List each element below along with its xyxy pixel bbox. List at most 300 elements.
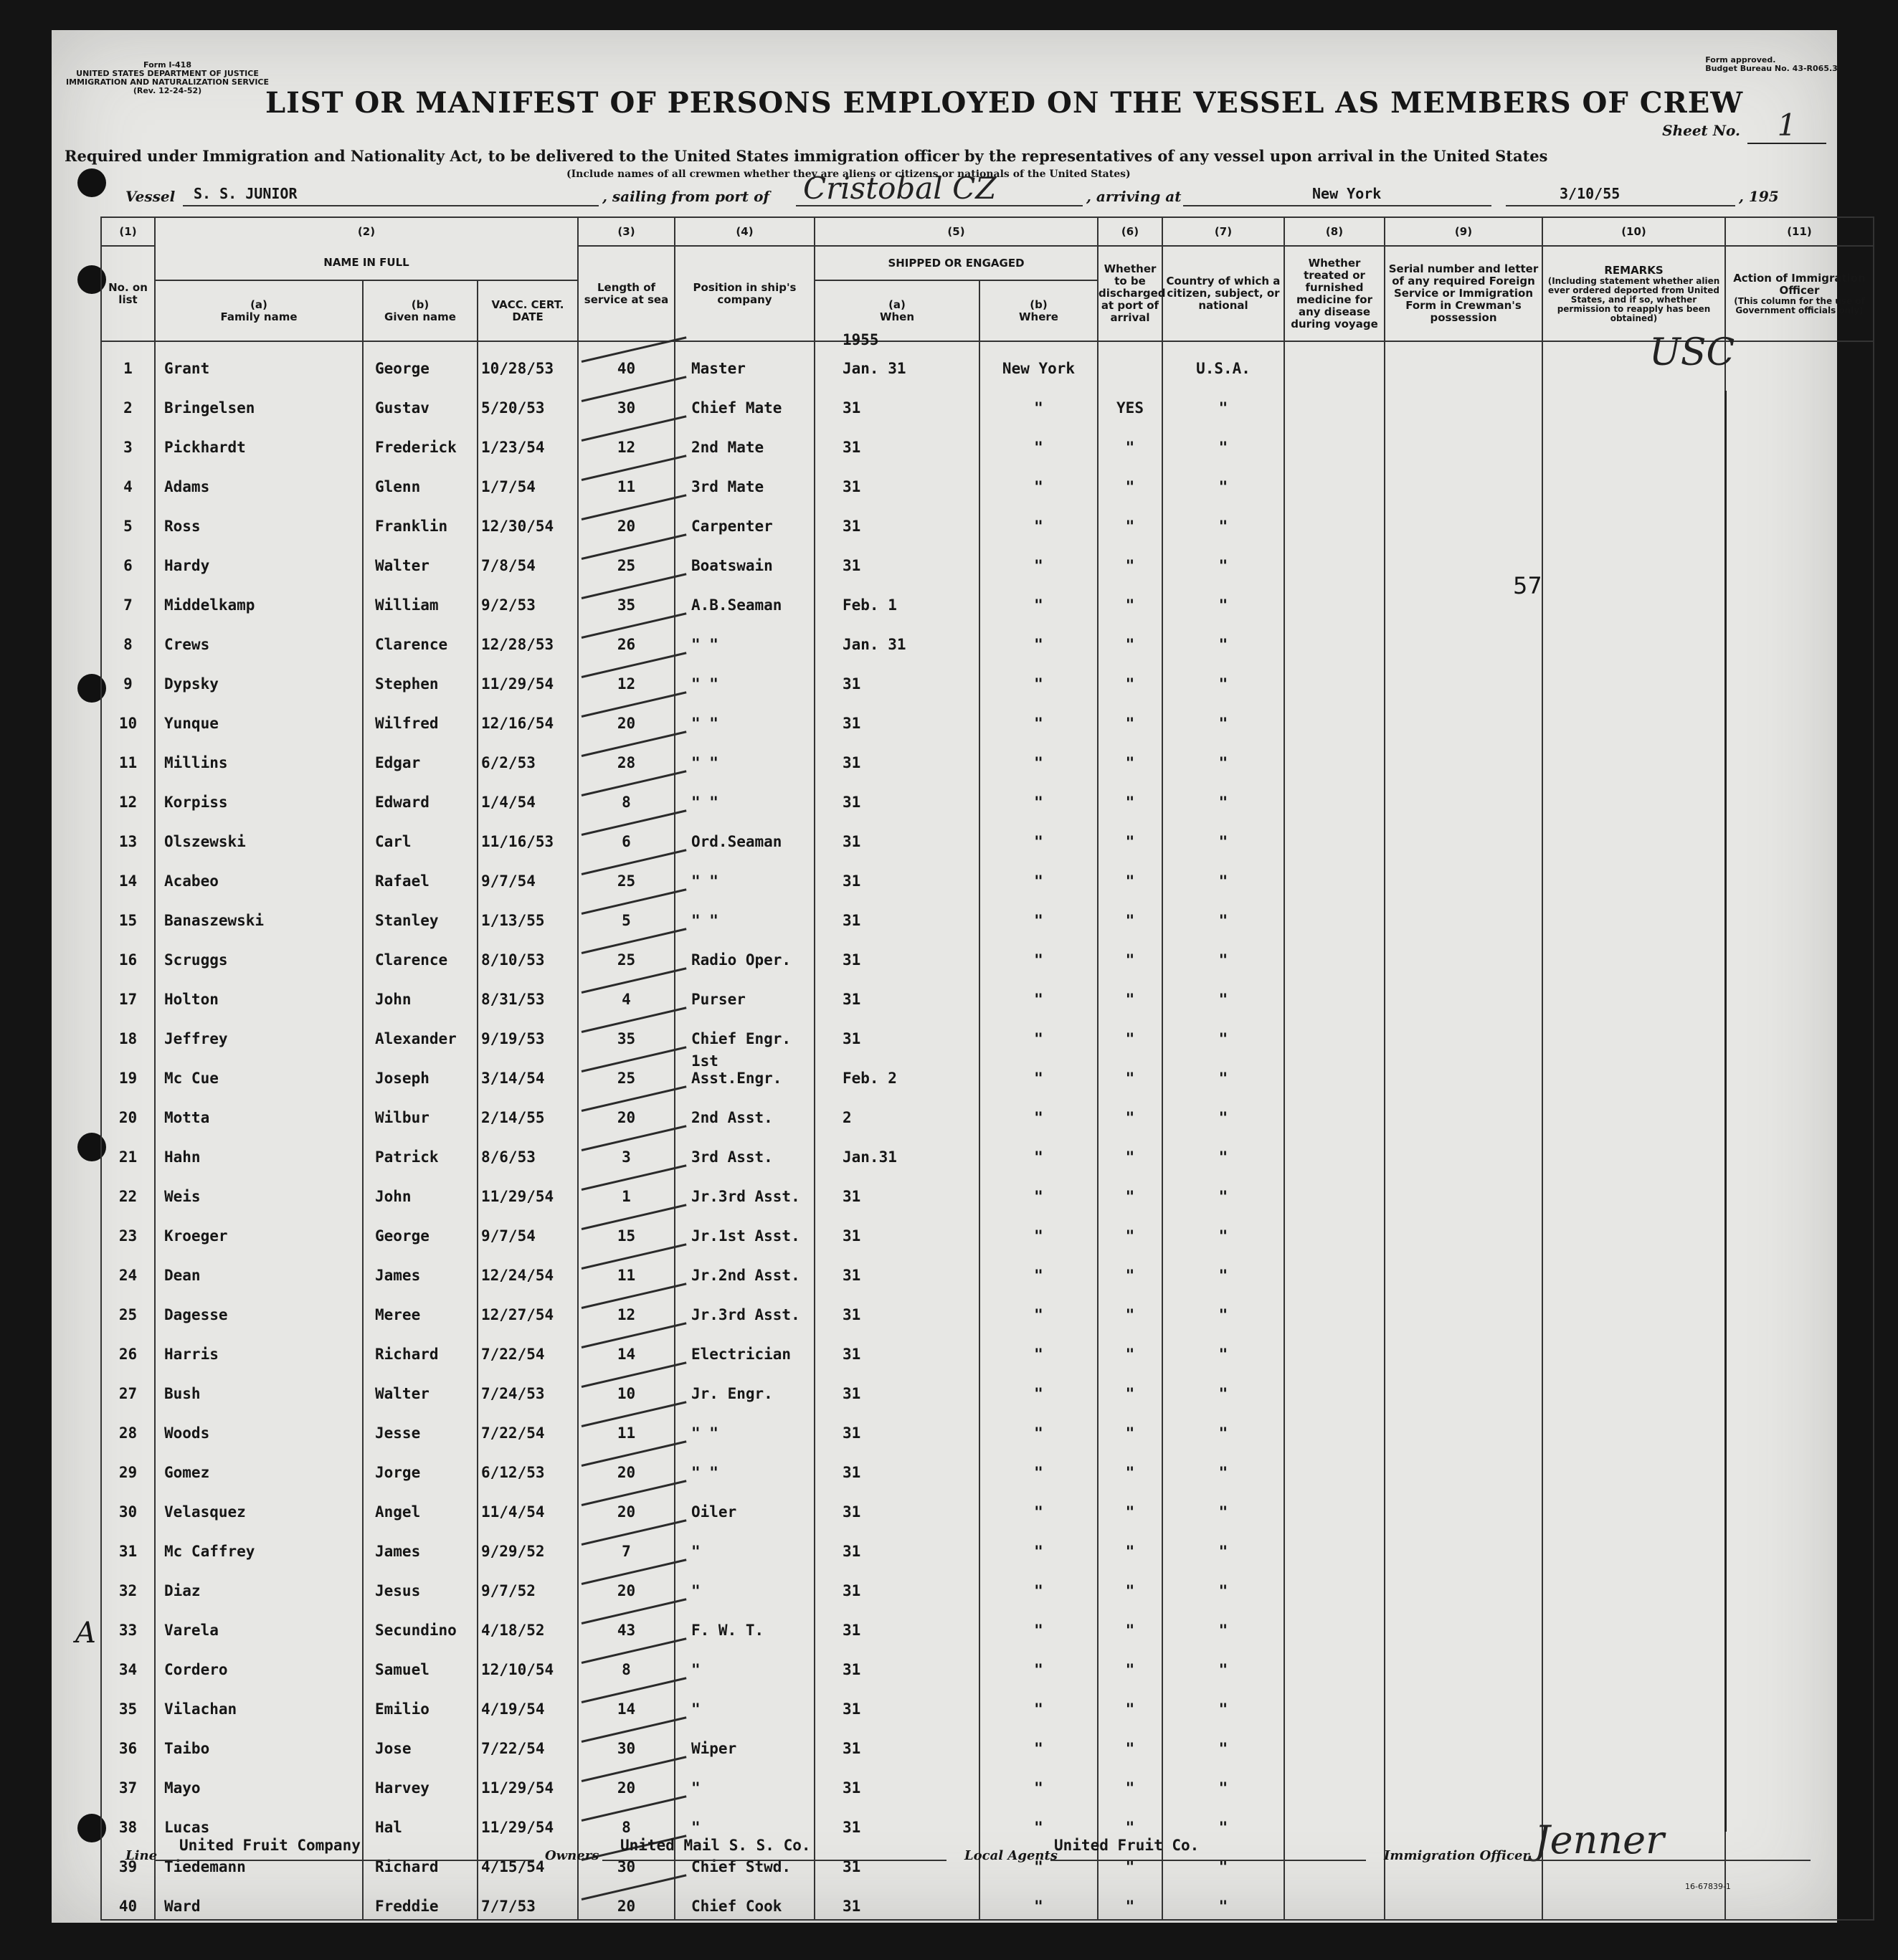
engaged-when-cell: 31 xyxy=(815,973,979,1012)
family-name-cell: Crews xyxy=(155,618,363,657)
engaged-where-cell: " xyxy=(979,1801,1098,1840)
table-row xyxy=(101,1683,1874,1722)
header-position: Position in ship's company xyxy=(675,246,815,341)
engaged-where-cell: " xyxy=(979,579,1098,618)
family-name-cell: Weis xyxy=(155,1170,363,1209)
year-suffix: , 195 xyxy=(1739,188,1779,205)
given-name-cell: Freddie xyxy=(363,1880,478,1920)
service-length-cell: 4 xyxy=(578,973,675,1012)
engaged-when-cell: 31 xyxy=(815,1170,979,1209)
vacc-date-cell: 1/23/54 xyxy=(478,421,578,460)
ship-position-cell: " " xyxy=(675,1446,815,1485)
table-row xyxy=(101,1288,1874,1328)
discharged-cell: " xyxy=(1098,933,1162,973)
arriving-label: , arriving at xyxy=(1086,188,1182,205)
service-length-cell: 11 xyxy=(578,1407,675,1446)
remarks-cell xyxy=(1542,460,1725,500)
given-name-cell: Clarence xyxy=(363,933,478,973)
family-name-cell: Bush xyxy=(155,1367,363,1407)
serial-number-cell xyxy=(1385,776,1542,815)
engaged-where-cell: " xyxy=(979,1683,1098,1722)
action-cell xyxy=(1725,1328,1874,1367)
ship-position-cell: " xyxy=(675,1761,815,1801)
ship-position-cell: Jr.1st Asst. xyxy=(675,1209,815,1249)
discharged-cell: " xyxy=(1098,579,1162,618)
country-cell: " xyxy=(1162,815,1284,855)
ship-position-cell: " " xyxy=(675,776,815,815)
family-name-cell: Dypsky xyxy=(155,657,363,697)
remarks-cell xyxy=(1542,1209,1725,1249)
table-row xyxy=(101,1722,1874,1761)
family-name-cell: Hardy xyxy=(155,539,363,579)
service-length-cell: 25 xyxy=(578,539,675,579)
engaged-when-cell: 31 xyxy=(815,736,979,776)
engaged-where-cell: " xyxy=(979,1367,1098,1407)
remarks-cell xyxy=(1542,657,1725,697)
sheet-label: Sheet No. xyxy=(1662,122,1740,139)
family-name-cell: Tiedemann xyxy=(155,1840,363,1880)
arrival-date: 3/10/55 xyxy=(1560,185,1621,202)
serial-number-cell xyxy=(1385,1012,1542,1052)
treated-cell xyxy=(1284,776,1385,815)
service-length-cell: 12 xyxy=(578,1288,675,1328)
header-when xyxy=(815,280,979,341)
remarks-cell xyxy=(1542,579,1725,618)
given-name-cell: Patrick xyxy=(363,1131,478,1170)
row-number-cell: 10 xyxy=(101,697,155,736)
ship-position-cell: Jr.3rd Asst. xyxy=(675,1170,815,1209)
country-cell: " xyxy=(1162,1880,1284,1920)
row-number-cell: 12 xyxy=(101,776,155,815)
table-row xyxy=(101,421,1874,460)
action-cell xyxy=(1725,894,1874,933)
col-4-num: (4) xyxy=(675,217,815,246)
treated-cell xyxy=(1284,1564,1385,1604)
treated-cell xyxy=(1284,500,1385,539)
family-name-cell: Lucas xyxy=(155,1801,363,1840)
engaged-when-cell: 31 xyxy=(815,657,979,697)
service-length-cell: 6 xyxy=(578,815,675,855)
engaged-where-cell: " xyxy=(979,1131,1098,1170)
given-name-cell: Wilfred xyxy=(363,697,478,736)
row-number-cell: 21 xyxy=(101,1131,155,1170)
family-name-cell: Korpiss xyxy=(155,776,363,815)
ship-position-cell: 3rd Asst. xyxy=(675,1131,815,1170)
family-name-cell: Hahn xyxy=(155,1131,363,1170)
row-number-cell: 6 xyxy=(101,539,155,579)
row-number-cell: 26 xyxy=(101,1328,155,1367)
remarks-cell xyxy=(1542,618,1725,657)
engaged-when-cell: Jan. 31 xyxy=(815,618,979,657)
ship-position-cell: 2nd Asst. xyxy=(675,1091,815,1131)
country-cell: " xyxy=(1162,1209,1284,1249)
engaged-when-cell: 31 xyxy=(815,1288,979,1328)
table-row xyxy=(101,1170,1874,1209)
treated-cell xyxy=(1284,1801,1385,1840)
given-name-cell: Joseph xyxy=(363,1052,478,1091)
given-name-cell: Stephen xyxy=(363,657,478,697)
serial-number-cell xyxy=(1385,657,1542,697)
remarks-cell xyxy=(1542,1525,1725,1564)
remarks-cell xyxy=(1542,1131,1725,1170)
treated-cell xyxy=(1284,1249,1385,1288)
treated-cell xyxy=(1284,815,1385,855)
engaged-where-cell: " xyxy=(979,815,1098,855)
col-10-num: (10) xyxy=(1542,217,1725,246)
vacc-date-cell: 1/13/55 xyxy=(478,894,578,933)
country-cell: " xyxy=(1162,1801,1284,1840)
treated-cell xyxy=(1284,618,1385,657)
row-number-cell: 3 xyxy=(101,421,155,460)
discharged-cell: " xyxy=(1098,460,1162,500)
table-row xyxy=(101,1091,1874,1131)
row-number-cell: 32 xyxy=(101,1564,155,1604)
vacc-date-cell: 4/15/54 xyxy=(478,1840,578,1880)
engaged-when-cell: 31 xyxy=(815,381,979,421)
given-name-cell: Edgar xyxy=(363,736,478,776)
header-remarks xyxy=(1542,246,1725,341)
action-cell xyxy=(1725,1485,1874,1525)
discharged-cell: " xyxy=(1098,697,1162,736)
serial-number-cell xyxy=(1385,1170,1542,1209)
engaged-when-cell: 31 xyxy=(815,776,979,815)
serial-number-cell xyxy=(1385,1761,1542,1801)
family-name-cell: Woods xyxy=(155,1407,363,1446)
engaged-where-cell: " xyxy=(979,500,1098,539)
country-cell: " xyxy=(1162,421,1284,460)
service-length-cell: 20 xyxy=(578,1564,675,1604)
engaged-when-cell: 31 xyxy=(815,1209,979,1249)
engaged-where-cell: " xyxy=(979,1288,1098,1328)
engaged-when-cell: 31 xyxy=(815,1367,979,1407)
engaged-where-cell: " xyxy=(979,618,1098,657)
family-name-cell: Bringelsen xyxy=(155,381,363,421)
table-row xyxy=(101,1012,1874,1052)
remarks-cell xyxy=(1542,1288,1725,1328)
given-name-cell: Jesse xyxy=(363,1407,478,1446)
discharged-cell: " xyxy=(1098,1880,1162,1920)
country-cell: " xyxy=(1162,697,1284,736)
remarks-cell xyxy=(1542,421,1725,460)
engaged-when-cell: 31 xyxy=(815,500,979,539)
row-number-cell: 37 xyxy=(101,1761,155,1801)
ship-position-cell: " xyxy=(675,1525,815,1564)
serial-number-cell xyxy=(1385,1209,1542,1249)
treated-cell xyxy=(1284,1880,1385,1920)
vacc-date-cell: 11/29/54 xyxy=(478,1170,578,1209)
discharged-cell: " xyxy=(1098,421,1162,460)
vacc-date-cell: 10/28/53 xyxy=(478,341,578,381)
table-row xyxy=(101,1209,1874,1249)
engaged-where-cell: " xyxy=(979,657,1098,697)
header-length: Length of service at sea xyxy=(578,246,675,341)
service-length-cell: 35 xyxy=(578,579,675,618)
service: IMMIGRATION AND NATURALIZATION SERVICE xyxy=(66,77,270,87)
given-name-cell: James xyxy=(363,1525,478,1564)
given-name-cell: Wilbur xyxy=(363,1091,478,1131)
table-row xyxy=(101,1446,1874,1485)
table-row xyxy=(101,1525,1874,1564)
discharged-cell: " xyxy=(1098,1249,1162,1288)
ship-position-cell: Chief Engr. xyxy=(675,1012,815,1052)
ship-position-cell: 2nd Mate xyxy=(675,421,815,460)
country-cell: " xyxy=(1162,855,1284,894)
vacc-date-cell: 3/14/54 xyxy=(478,1052,578,1091)
discharged-cell: " xyxy=(1098,1840,1162,1880)
header-action xyxy=(1725,246,1874,341)
col-5-num: (5) xyxy=(815,217,1098,246)
arrival-port: New York xyxy=(1312,185,1382,202)
family-name-cell: Adams xyxy=(155,460,363,500)
action-cell xyxy=(1725,1091,1874,1131)
given-name-cell: Walter xyxy=(363,1367,478,1407)
table-row xyxy=(101,1604,1874,1643)
engaged-when-cell: 31 xyxy=(815,1249,979,1288)
action-cell xyxy=(1725,1525,1874,1564)
vacc-date-cell: 7/22/54 xyxy=(478,1328,578,1367)
vacc-date-cell: 1/7/54 xyxy=(478,460,578,500)
country-cell: " xyxy=(1162,1288,1284,1328)
ship-position-cell: F. W. T. xyxy=(675,1604,815,1643)
action-cell xyxy=(1725,1367,1874,1407)
discharged-cell: " xyxy=(1098,539,1162,579)
given-name-cell: John xyxy=(363,973,478,1012)
engaged-where-cell: " xyxy=(979,736,1098,776)
remarks-cell xyxy=(1542,1761,1725,1801)
country-cell: " xyxy=(1162,579,1284,618)
row-number-cell: 11 xyxy=(101,736,155,776)
country-cell: " xyxy=(1162,1249,1284,1288)
col-3-num: (3) xyxy=(578,217,675,246)
country-cell: " xyxy=(1162,539,1284,579)
engaged-when-cell: 31 xyxy=(815,855,979,894)
family-name-cell: Harris xyxy=(155,1328,363,1367)
row-number-cell: 30 xyxy=(101,1485,155,1525)
discharged-cell: " xyxy=(1098,815,1162,855)
serial-number-cell xyxy=(1385,1564,1542,1604)
treated-cell xyxy=(1284,933,1385,973)
treated-cell xyxy=(1284,1722,1385,1761)
family-name-cell: Velasquez xyxy=(155,1485,363,1525)
owners-value: United Mail S. S. Co. xyxy=(620,1837,811,1854)
crew-table xyxy=(100,217,1874,1921)
vacc-date-cell: 11/16/53 xyxy=(478,815,578,855)
vacc-date-cell: 12/24/54 xyxy=(478,1249,578,1288)
engaged-where-cell: " xyxy=(979,1604,1098,1643)
remarks-cell xyxy=(1542,697,1725,736)
engaged-where-cell: " xyxy=(979,1407,1098,1446)
action-cell xyxy=(1725,1643,1874,1683)
serial-number-cell xyxy=(1385,1722,1542,1761)
serial-number-cell xyxy=(1385,1525,1542,1564)
engaged-where-cell: " xyxy=(979,421,1098,460)
engaged-when-cell: 31 xyxy=(815,1328,979,1367)
country-cell: " xyxy=(1162,1170,1284,1209)
when-label: When xyxy=(879,310,915,323)
row-number-cell: 8 xyxy=(101,618,155,657)
family-name-cell: Mc Caffrey xyxy=(155,1525,363,1564)
treated-cell xyxy=(1284,341,1385,381)
given-name-cell: Jesus xyxy=(363,1564,478,1604)
given-name-cell: Gustav xyxy=(363,381,478,421)
where-label: Where xyxy=(1019,310,1058,323)
engaged-where-cell: " xyxy=(979,1564,1098,1604)
family-name-cell: Acabeo xyxy=(155,855,363,894)
ship-position-cell: 3rd Mate xyxy=(675,460,815,500)
col-9-num: (9) xyxy=(1385,217,1542,246)
action-title: Action of Immigration Officer xyxy=(1733,271,1866,297)
given-name-cell: Angel xyxy=(363,1485,478,1525)
row-number-cell: 36 xyxy=(101,1722,155,1761)
treated-cell xyxy=(1284,1761,1385,1801)
engaged-when-cell: 31 xyxy=(815,1880,979,1920)
discharged-cell: " xyxy=(1098,1485,1162,1525)
ship-position-cell: " " xyxy=(675,697,815,736)
given-name-cell: Richard xyxy=(363,1328,478,1367)
remarks-cell xyxy=(1542,1052,1725,1091)
service-length-cell: 10 xyxy=(578,1367,675,1407)
remarks-cell xyxy=(1542,1170,1725,1209)
engaged-when-cell: 31 xyxy=(815,933,979,973)
vacc-date-cell: 9/7/54 xyxy=(478,855,578,894)
vacc-date-cell: 8/10/53 xyxy=(478,933,578,973)
discharged-cell: " xyxy=(1098,1091,1162,1131)
remarks-cell xyxy=(1542,1407,1725,1446)
line-value: United Fruit Company xyxy=(179,1837,361,1854)
treated-cell xyxy=(1284,1131,1385,1170)
country-cell: " xyxy=(1162,1604,1284,1643)
serial-number-cell xyxy=(1385,1367,1542,1407)
serial-number-cell xyxy=(1385,697,1542,736)
table-row xyxy=(101,1249,1874,1288)
remarks-note: (Including statement whether alien ever ordered deported from United States, and if so, whether permission to reapply has been obtained) xyxy=(1547,275,1720,323)
serial-number-cell xyxy=(1385,855,1542,894)
serial-number-cell xyxy=(1385,460,1542,500)
action-cell xyxy=(1725,1564,1874,1604)
service-length-cell: 30 xyxy=(578,381,675,421)
table-row xyxy=(101,1643,1874,1683)
remarks-cell xyxy=(1542,1564,1725,1604)
service-length-cell: 11 xyxy=(578,1249,675,1288)
service-length-cell: 11 xyxy=(578,460,675,500)
table-row xyxy=(101,855,1874,894)
action-cell xyxy=(1725,539,1874,579)
discharged-cell: " xyxy=(1098,1564,1162,1604)
action-cell xyxy=(1725,855,1874,894)
header-treated: Whether treated or furnished medicine for any disease during voyage xyxy=(1284,246,1385,341)
ship-position-cell: " " xyxy=(675,894,815,933)
serial-number-cell xyxy=(1385,815,1542,855)
discharged-cell: " xyxy=(1098,736,1162,776)
family-name-cell: Yunque xyxy=(155,697,363,736)
action-cell xyxy=(1725,973,1874,1012)
engaged-where-cell: " xyxy=(979,1722,1098,1761)
engaged-when-cell: 31 xyxy=(815,894,979,933)
header-vacc: VACC. CERT. DATE xyxy=(478,280,578,341)
service-length-cell: 43 xyxy=(578,1604,675,1643)
row-number-cell: 28 xyxy=(101,1407,155,1446)
family-name-cell: Varela xyxy=(155,1604,363,1643)
serial-number-cell xyxy=(1385,1683,1542,1722)
family-name-cell: Grant xyxy=(155,341,363,381)
country-cell: " xyxy=(1162,1131,1284,1170)
table-row xyxy=(101,894,1874,933)
vacc-date-cell: 9/19/53 xyxy=(478,1012,578,1052)
row-number-cell: 24 xyxy=(101,1249,155,1288)
treated-cell xyxy=(1284,1367,1385,1407)
action-cell xyxy=(1725,1407,1874,1446)
service-length-cell: 8 xyxy=(578,1643,675,1683)
discharged-cell: " xyxy=(1098,1170,1162,1209)
discharged-cell: " xyxy=(1098,1407,1162,1446)
remarks-cell xyxy=(1542,1328,1725,1367)
action-cell xyxy=(1725,421,1874,460)
table-row xyxy=(101,1485,1874,1525)
ship-position-cell: Wiper xyxy=(675,1722,815,1761)
vacc-date-cell: 12/10/54 xyxy=(478,1643,578,1683)
remarks-mark: 57 xyxy=(1513,572,1542,599)
serial-number-cell xyxy=(1385,933,1542,973)
agents-label: Local Agents xyxy=(964,1848,1058,1863)
family-name-cell: Cordero xyxy=(155,1643,363,1683)
given-letter: (b) xyxy=(411,298,430,311)
family-name-cell: Gomez xyxy=(155,1446,363,1485)
vacc-date-cell: 9/7/54 xyxy=(478,1209,578,1249)
discharged-cell: " xyxy=(1098,1367,1162,1407)
vacc-date-cell: 4/18/52 xyxy=(478,1604,578,1643)
action-cell xyxy=(1725,500,1874,539)
vacc-date-cell: 7/24/53 xyxy=(478,1367,578,1407)
treated-cell xyxy=(1284,1052,1385,1091)
officer-signature: Jenner xyxy=(1534,1817,1664,1863)
treated-cell xyxy=(1284,1012,1385,1052)
engaged-when-cell: 31 xyxy=(815,1683,979,1722)
engaged-when-cell: 31 xyxy=(815,1446,979,1485)
header-serial: Serial number and letter of any required Foreign Service or Immigration Form in Crewman's possession xyxy=(1385,246,1542,341)
table-row xyxy=(101,381,1874,421)
header-country: Country of which a citizen, subject, or national xyxy=(1162,246,1284,341)
family-name-cell: Middelkamp xyxy=(155,579,363,618)
table-row xyxy=(101,539,1874,579)
row-number-cell: 29 xyxy=(101,1446,155,1485)
row-number-cell: 25 xyxy=(101,1288,155,1328)
when-letter: (a) xyxy=(888,298,906,311)
engaged-where-cell: " xyxy=(979,1012,1098,1052)
action-mark: USC xyxy=(1649,331,1735,374)
ship-position-cell: Chief Stwd. xyxy=(675,1840,815,1880)
engaged-where-cell: " xyxy=(979,855,1098,894)
action-cell xyxy=(1725,618,1874,657)
country-cell: " xyxy=(1162,894,1284,933)
given-name-cell: Harvey xyxy=(363,1761,478,1801)
remarks-cell xyxy=(1542,381,1725,421)
header-where xyxy=(979,280,1098,341)
given-name-cell: Carl xyxy=(363,815,478,855)
discharged-cell: " xyxy=(1098,618,1162,657)
col-7-num: (7) xyxy=(1162,217,1284,246)
remarks-cell xyxy=(1542,1722,1725,1761)
action-cell xyxy=(1725,1131,1874,1170)
discharged-cell: " xyxy=(1098,894,1162,933)
action-cell xyxy=(1725,776,1874,815)
line-label: Line xyxy=(125,1848,158,1863)
discharged-cell: YES xyxy=(1098,381,1162,421)
country-cell: " xyxy=(1162,776,1284,815)
given-name-cell: George xyxy=(363,341,478,381)
country-cell: " xyxy=(1162,1840,1284,1880)
given-name-cell: Samuel xyxy=(363,1643,478,1683)
vacc-date-cell: 5/20/53 xyxy=(478,381,578,421)
